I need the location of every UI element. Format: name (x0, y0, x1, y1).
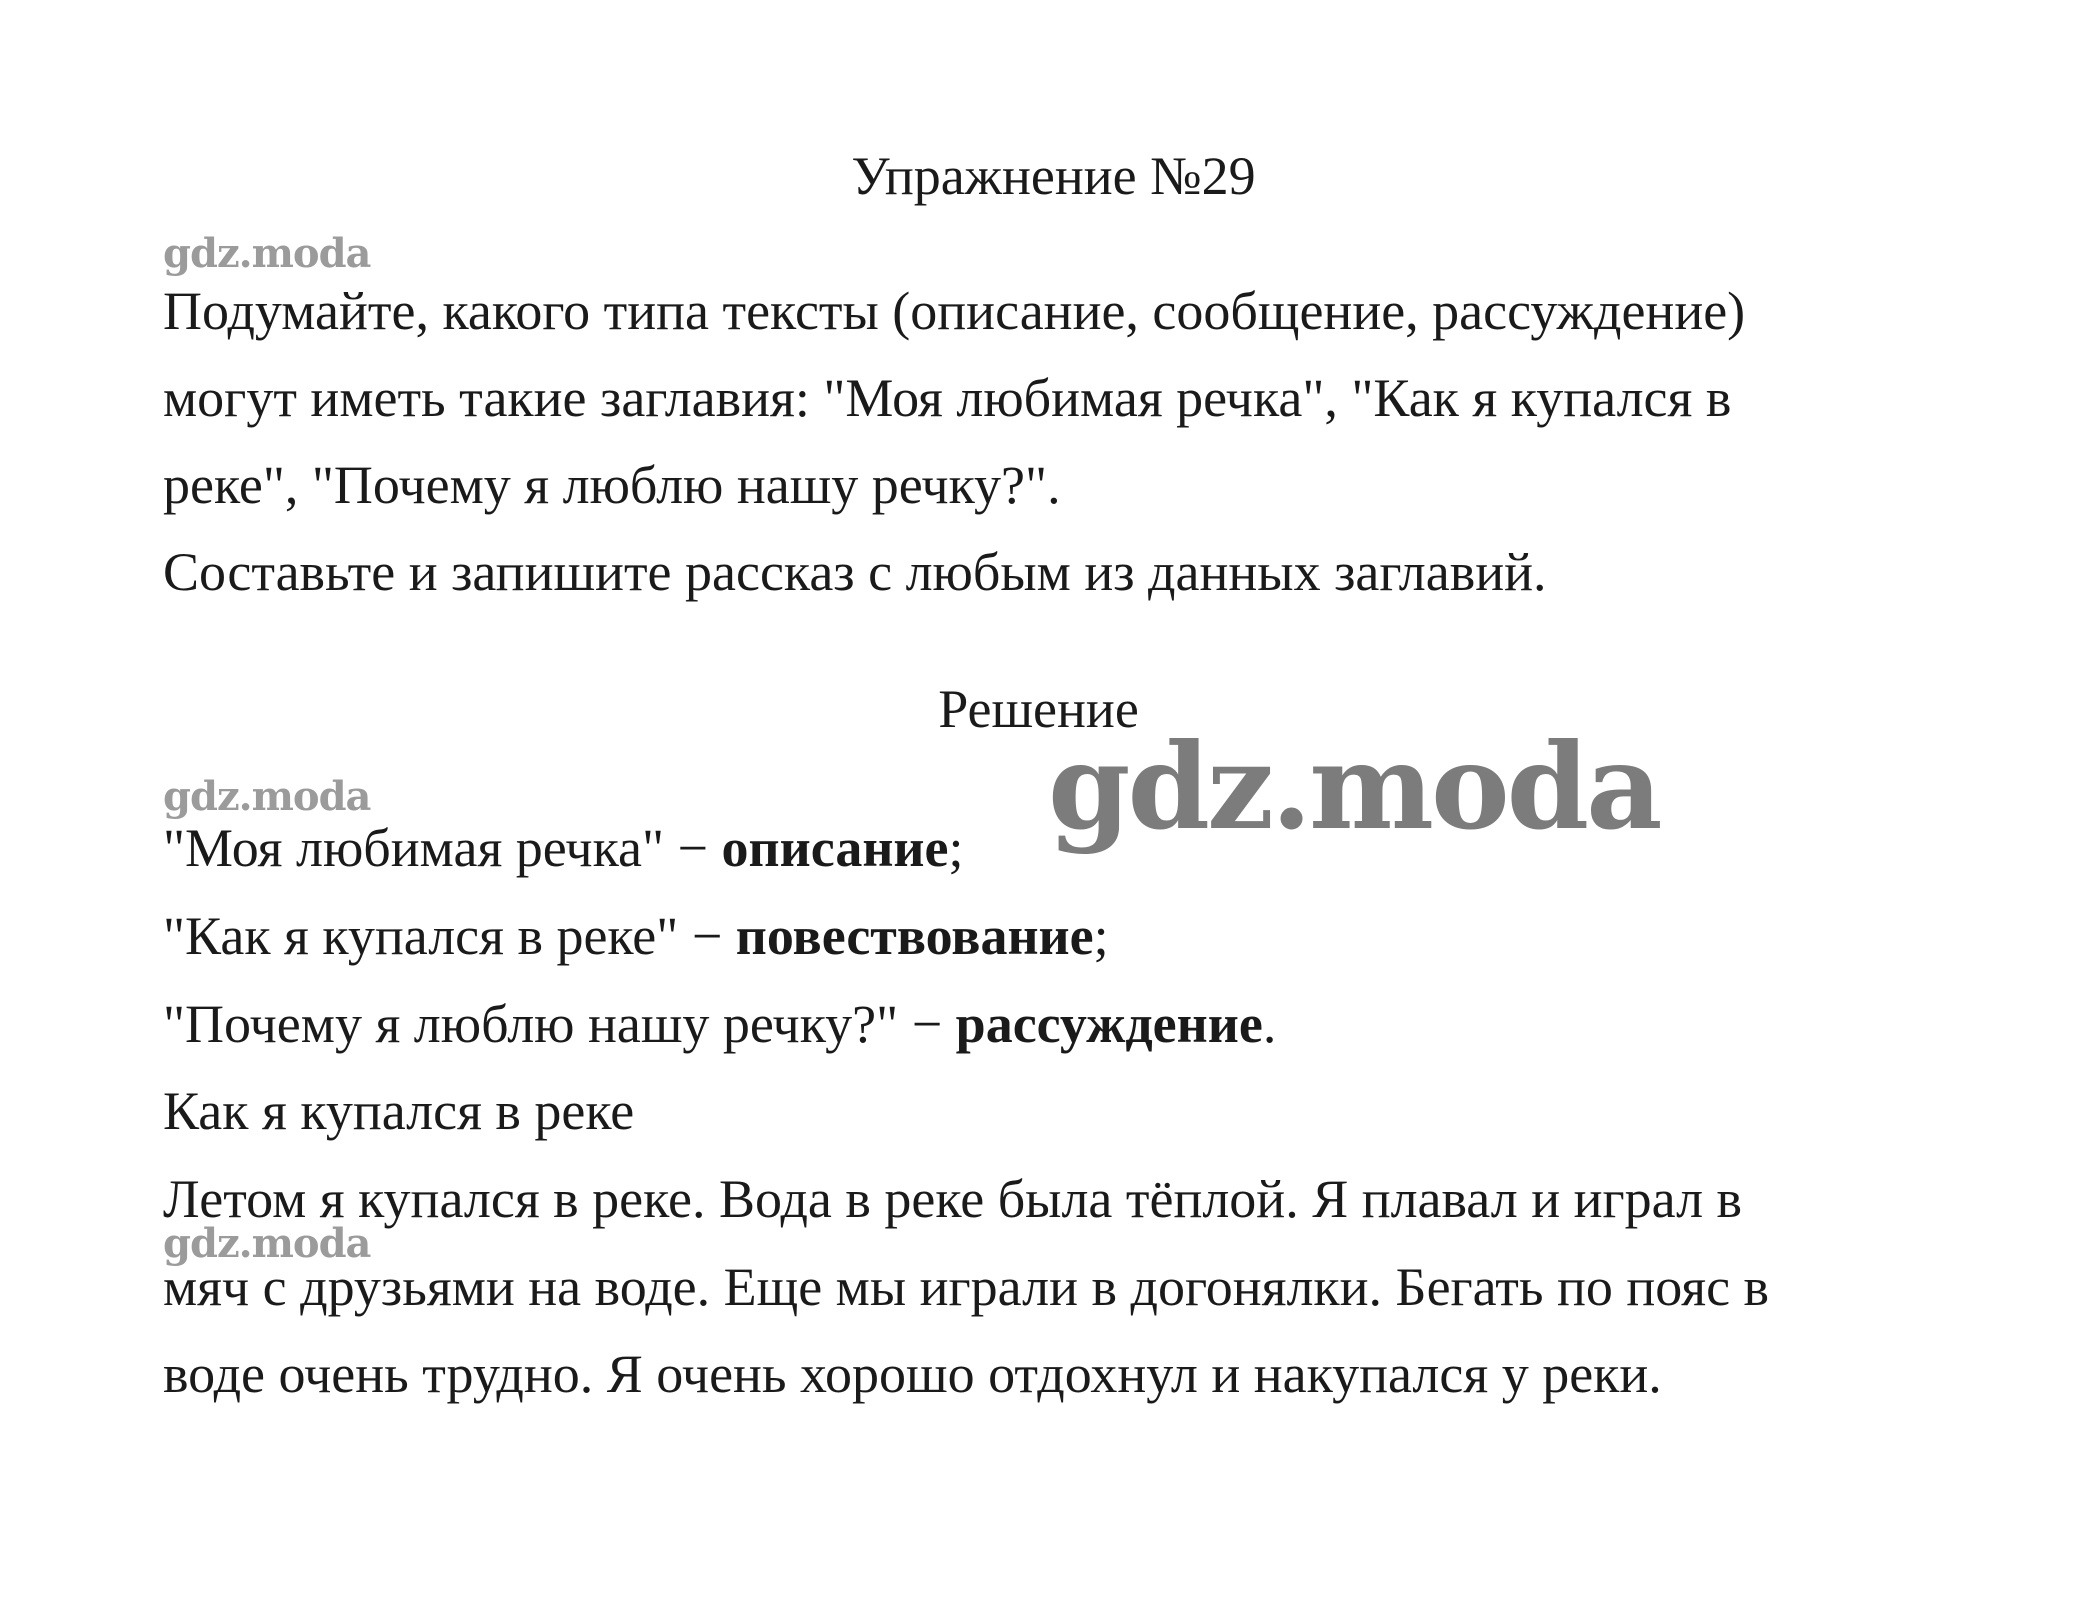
answer-type: повествование (735, 906, 1094, 966)
answer-line (163, 993, 1276, 1055)
answer-line (163, 817, 964, 879)
answer-title: "Как я купался в реке" − (163, 906, 736, 966)
answer-type: рассуждение (955, 994, 1263, 1054)
task-line: реке", "Почему я люблю нашу речку?". (163, 455, 1061, 515)
task-line: могут иметь такие заглавия: "Моя любимая речка", "Как я купался в (163, 368, 1732, 428)
answer-title: "Почему я люблю нашу речку?" − (163, 994, 956, 1054)
watermark-small: gdz.moda (163, 230, 371, 277)
story-title: Как я купался в реке (163, 1081, 635, 1141)
answer-line (163, 905, 1109, 967)
watermark-small: gdz.moda (163, 773, 371, 820)
story-line: Летом я купался в реке. Вода в реке была тёплой. Я плавал и играл в (163, 1169, 1743, 1229)
answer-end: . (1262, 994, 1277, 1054)
answer-end: ; (948, 818, 964, 878)
answer-end: ; (1093, 906, 1109, 966)
solution-heading: Решение (938, 679, 1139, 739)
exercise-title: Упражнение №29 (851, 146, 1256, 206)
answer-title: "Моя любимая речка" − (163, 818, 722, 878)
watermark-large: gdz.moda (1048, 717, 1660, 856)
answer-type: описание (721, 818, 949, 878)
story-line: мяч с друзьями на воде. Еще мы играли в догонялки. Бегать по пояс в (163, 1257, 1770, 1317)
watermark-small: gdz.moda (163, 1220, 371, 1267)
task-line: Составьте и запишите рассказ с любым из данных заглавий. (163, 542, 1547, 602)
task-line: Подумайте, какого типа тексты (описание, сообщение, рассуждение) (163, 281, 1746, 341)
story-line: воде очень трудно. Я очень хорошо отдохнул и накупался у реки. (163, 1344, 1662, 1404)
